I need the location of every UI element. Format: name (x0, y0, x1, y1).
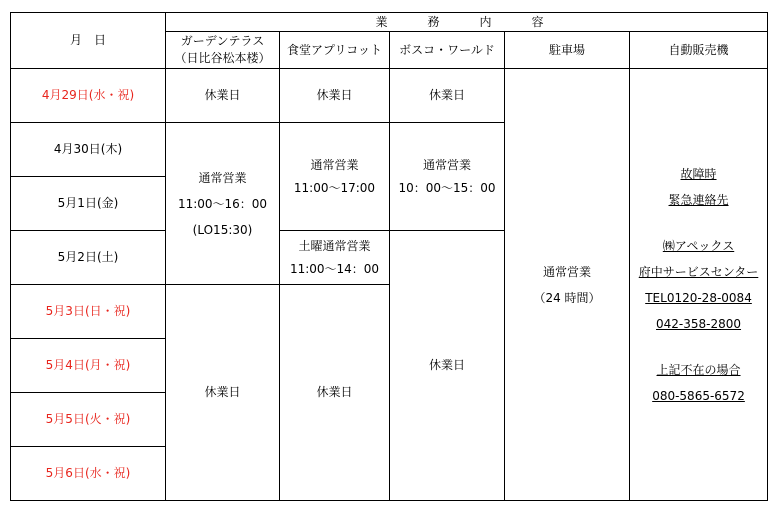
shokudo-hours: 11:00～17:00 (293, 181, 376, 195)
date-cell: 5月3日(日・祝) (11, 285, 166, 339)
date-cell: 5月5日(火・祝) (11, 393, 166, 447)
business-schedule-table (10, 12, 768, 501)
shokudo-status-cell: 休業日 (280, 69, 390, 123)
garden-hours: 11:00～16：00 (177, 196, 268, 211)
business-content-header: 業 務 内 容 (166, 13, 768, 32)
date-cell: 5月2日(土) (11, 231, 166, 285)
shokudo-status-cell (280, 123, 390, 231)
garden-terrace-name: ガーデンテラス (180, 34, 265, 48)
contact-tel-3: 080-5865-6572 (652, 388, 745, 403)
date-cell: 4月29日(水・祝) (11, 69, 166, 123)
shokudo-status-cell: 休業日 (280, 285, 390, 501)
contact-alt-label: 上記不在の場合 (656, 362, 741, 377)
date-column-header: 月 日 (11, 13, 166, 69)
contact-tel-1: TEL0120-28-0084 (645, 290, 752, 305)
bosco-hours: 10：00～15：00 (398, 181, 496, 195)
garden-terrace-header (166, 32, 280, 69)
shokudo-saturday-hours: 11:00～14：00 (289, 262, 380, 276)
date-cell: 5月6日(水・祝) (11, 447, 166, 501)
vending-machine-header: 自動販売機 (630, 32, 768, 69)
garden-terrace-subname: （日比谷松本楼） (174, 51, 271, 65)
contact-service-center: 府中サービスセンター (638, 264, 759, 279)
bosco-status-cell: 休業日 (390, 231, 505, 501)
parking-hours: （24 時間） (533, 290, 601, 305)
date-cell: 5月4日(月・祝) (11, 339, 166, 393)
shokudo-apricot-header: 食堂アプリコット (280, 32, 390, 69)
parking-header: 駐車場 (505, 32, 630, 69)
garden-status: 通常営業 (198, 170, 247, 185)
contact-tel-2: 042-358-2800 (656, 316, 742, 331)
bosco-status-cell (390, 123, 505, 231)
parking-status: 通常営業 (542, 264, 591, 279)
contact-line-1: 故障時 (680, 166, 717, 181)
bosco-status: 通常営業 (422, 157, 471, 172)
garden-last-order: (LO15:30) (192, 222, 253, 237)
date-cell: 5月1日(金) (11, 177, 166, 231)
garden-status-cell: 休業日 (166, 285, 280, 501)
shokudo-saturday-status: 土曜通常営業 (298, 238, 371, 253)
shokudo-status-cell (280, 231, 390, 285)
garden-status-cell (166, 123, 280, 285)
contact-line-2: 緊急連絡先 (668, 192, 729, 207)
bosco-world-header: ボスコ・ワールド (390, 32, 505, 69)
contact-company: ㈱アペックス (662, 238, 735, 253)
bosco-status-cell: 休業日 (390, 69, 505, 123)
shokudo-status: 通常営業 (310, 157, 359, 172)
parking-status-cell (505, 69, 630, 501)
date-cell: 4月30日(木) (11, 123, 166, 177)
garden-status-cell: 休業日 (166, 69, 280, 123)
vending-contact-cell (630, 69, 768, 501)
